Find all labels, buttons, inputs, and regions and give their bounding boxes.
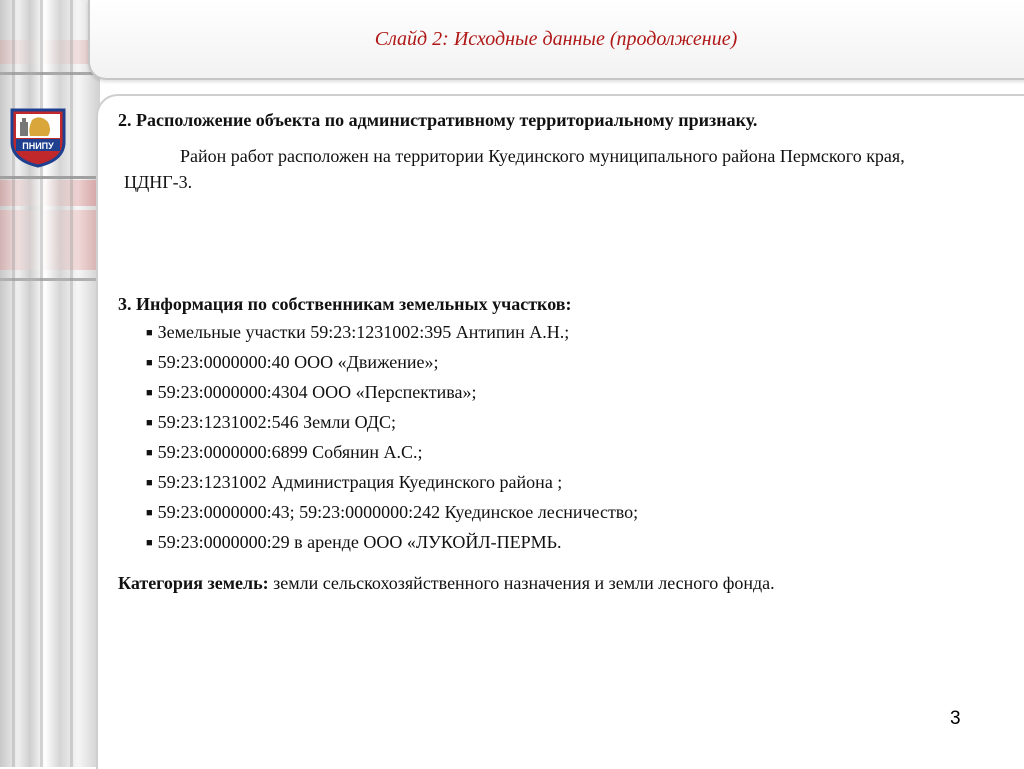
section-3-heading: 3. Информация по собственникам земельных участков:	[118, 294, 572, 314]
bullet-icon: ■	[146, 537, 153, 549]
list-item-text: 59:23:0000000:4304 ООО «Перспектива»;	[157, 382, 477, 402]
bullet-icon: ■	[146, 507, 153, 519]
list-item-text: 59:23:0000000:6899 Собянин А.С.;	[157, 442, 423, 462]
section-2-heading: 2. Расположение объекта по административному территориальному признаку.	[118, 110, 758, 130]
owners-list	[146, 319, 948, 559]
university-logo	[8, 106, 68, 168]
decor-stripe	[0, 210, 100, 270]
list-item-text: 59:23:0000000:40 ООО «Движение»;	[157, 352, 439, 372]
list-item	[146, 349, 948, 379]
decor-stripe	[0, 176, 100, 179]
list-item-text: 59:23:1231002 Администрация Куединского района ;	[157, 472, 563, 492]
decor-stripe	[0, 180, 100, 206]
bullet-icon: ■	[146, 357, 153, 369]
list-item-text: 59:23:0000000:43; 59:23:0000000:242 Куединское лесничество;	[157, 502, 639, 522]
section-2	[118, 110, 948, 195]
section-3	[118, 294, 948, 559]
land-category	[118, 570, 918, 596]
list-item	[146, 529, 948, 559]
list-item	[146, 469, 948, 499]
decor-stripe	[0, 72, 100, 75]
page-number: 3	[950, 708, 961, 729]
list-item	[146, 379, 948, 409]
logo-text: ПНИПУ	[22, 141, 54, 151]
slide-title: Слайд 2: Исходные данные (продолжение)	[374, 28, 738, 50]
bullet-icon: ■	[146, 327, 153, 339]
land-category-text: земли сельскохозяйственного назначения и земли лесного фонда.	[268, 573, 775, 593]
decor-stripe	[0, 40, 100, 64]
land-category-label: Категория земель:	[118, 573, 269, 593]
list-item	[146, 319, 948, 349]
section-2-paragraph: Район работ расположен на территории Куединского муниципального района Пермского края, ЦДНГ-3.	[124, 146, 905, 192]
decor-line	[70, 0, 73, 767]
bullet-icon: ■	[146, 477, 153, 489]
list-item-text: Земельные участки 59:23:1231002:395 Антипин А.Н.;	[157, 322, 570, 342]
list-item-text: 59:23:0000000:29 в аренде ООО «ЛУКОЙЛ-ПЕРМЬ.	[157, 532, 562, 552]
list-item	[146, 499, 948, 529]
bullet-icon: ■	[146, 417, 153, 429]
decor-stripe	[0, 278, 100, 281]
list-item-text: 59:23:1231002:546 Земли ОДС;	[157, 412, 397, 432]
bullet-icon: ■	[146, 447, 153, 459]
list-item	[146, 409, 948, 439]
list-item	[146, 439, 948, 469]
bullet-icon: ■	[146, 387, 153, 399]
